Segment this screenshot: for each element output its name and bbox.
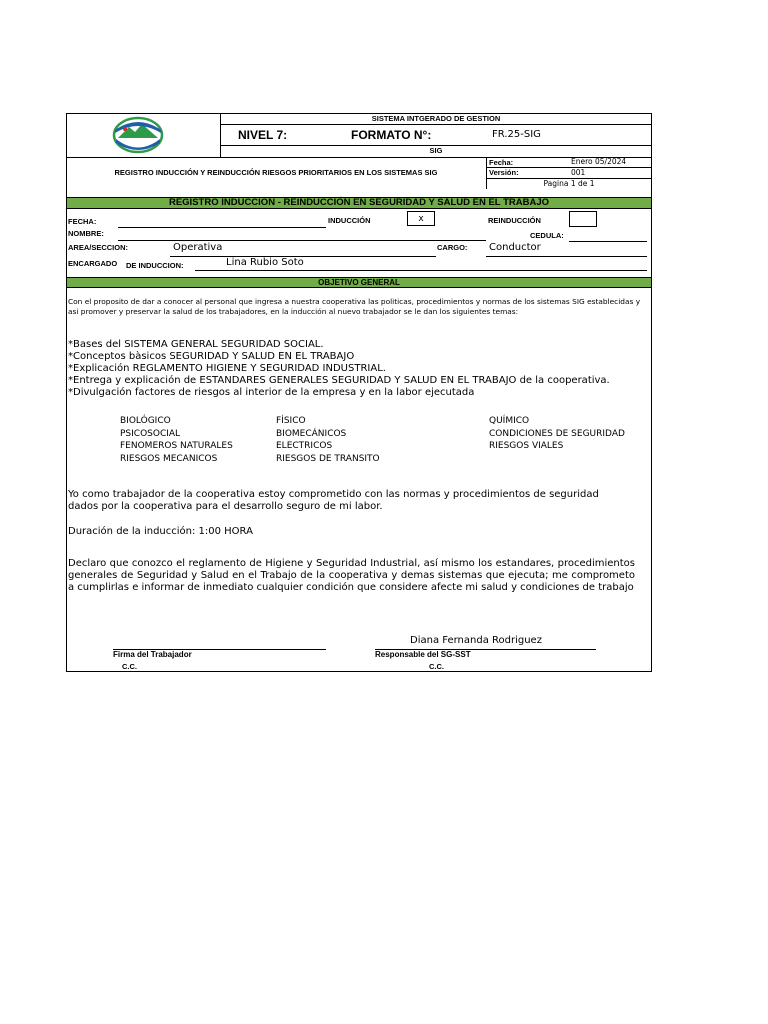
- encargado-value: Lina Rubio Soto: [226, 257, 304, 268]
- commitment-text: Yo como trabajador de la cooperativa estoy comprometido con las normas y procedimientos de seguridad dados por la cooperativa para el desarrollo seguro de mi labor.: [68, 489, 599, 512]
- formato-value: FR.25-SIG: [492, 129, 541, 140]
- firma-trabajador-label: Firma del Trabajador: [113, 650, 192, 659]
- responsable-label: Responsable del SG-SST: [375, 650, 471, 659]
- topic-item: *Conceptos bàsicos SEGURIDAD Y SALUD EN EL TRABAJO: [68, 351, 355, 362]
- risk-item: RIESGOS VIALES: [489, 441, 564, 451]
- objetivo-title: OBJETIVO GENERAL: [318, 278, 400, 287]
- fecha-underline[interactable]: [118, 227, 326, 228]
- doc-title: REGISTRO INDUCCIÓN Y REINDUCCIÓN RIESGOS PRIORITARIOS EN LOS SISTEMAS SIG: [114, 168, 438, 177]
- fecha-meta-label: Fecha:: [489, 158, 514, 167]
- cargo-underline[interactable]: [486, 256, 647, 257]
- risk-item: ELECTRICOS: [276, 441, 333, 451]
- section-title: REGISTRO INDUCCION - REINDUCCIÓN EN SEGURIDAD Y SALUD EN EL TRABAJO: [168, 197, 550, 208]
- cargo-value: Conductor: [489, 242, 541, 253]
- version-meta-label: Versión:: [489, 168, 519, 177]
- cargo-label: CARGO:: [437, 243, 468, 252]
- duration-text: Duración de la inducción: 1:00 HORA: [68, 526, 253, 537]
- risk-item: PSICOSOCIAL: [120, 428, 181, 439]
- encargado-label-2: DE INDUCCION:: [126, 261, 184, 270]
- responsable-name: Diana Fernanda Rodriguez: [410, 635, 542, 646]
- nombre-label: NOMBRE:: [68, 229, 104, 238]
- risk-item: FENOMEROS NATURALES: [120, 441, 233, 451]
- cc-responsable-label: C.C.: [429, 662, 444, 671]
- nivel-label: NIVEL 7:: [238, 128, 288, 142]
- cedula-label: CEDULA:: [530, 231, 564, 240]
- header-line-3: [66, 157, 652, 158]
- risk-column-3: [489, 415, 625, 453]
- risk-item: BIOMECÁNICOS: [276, 428, 347, 439]
- topic-item: *Divulgación factores de riesgos al interior de la empresa y en la labor ejecutada: [68, 387, 475, 398]
- header-line-1: [220, 124, 652, 125]
- formato-label: FORMATO N°:: [351, 128, 432, 142]
- induccion-mark: x: [418, 214, 424, 224]
- reinduccion-checkbox[interactable]: [569, 211, 597, 227]
- risk-column-2: [276, 415, 380, 465]
- fecha-label: FECHA:: [68, 217, 97, 226]
- reinduccion-label: REINDUCCIÓN: [488, 216, 541, 225]
- system-title: SISTEMA INTGERADO DE GESTION: [371, 114, 501, 123]
- risk-item: FÍSICO: [276, 416, 306, 426]
- topic-item: *Bases del SISTEMA GENERAL SEGURIDAD SOCIAL.: [68, 339, 324, 350]
- topic-item: *Explicación REGLAMENTO HIGIENE Y SEGURIDAD INDUSTRIAL.: [68, 363, 386, 374]
- area-label: AREA/SECCION:: [68, 243, 129, 252]
- risk-item: QUÍMICO: [489, 416, 530, 426]
- fecha-meta-value: Enero 05/2024: [571, 157, 627, 166]
- induccion-checkbox[interactable]: [407, 211, 435, 226]
- risk-column-1: [120, 415, 233, 465]
- topic-list: [68, 339, 648, 399]
- area-value: Operativa: [173, 242, 223, 253]
- declaration-text: Declaro que conozco el reglamento de Higiene y Seguridad Industrial, así mismo los estandares, procedimientos generales de Seguridad y Salud en el Trabajo de la cooperativa y demas sistemas que ejecuta; me comprometo a cumplirlas e informar de inmediato cualquier condición que considere afecte mi salud y condiciones de trabajo: [68, 558, 635, 593]
- encargado-underline[interactable]: [195, 270, 647, 271]
- cooperative-logo: [112, 116, 164, 154]
- pagina-meta: Pagina 1 de 1: [543, 179, 595, 188]
- version-meta-value: 001: [571, 168, 586, 177]
- sig-label: SIG: [429, 146, 443, 155]
- risk-item: RIESGOS MECANICOS: [120, 453, 218, 464]
- cedula-underline[interactable]: [569, 241, 647, 242]
- topic-item: *Entrega y explicación de ESTANDARES GENERALES SEGURIDAD Y SALUD EN EL TRABAJO de la cooperativa.: [68, 375, 610, 386]
- risk-item: BIOLÓGICO: [120, 416, 171, 426]
- cc-trabajador-label: C.C.: [122, 662, 137, 671]
- risk-item: CONDICIONES DE SEGURIDAD: [489, 428, 625, 439]
- risk-item: RIESGOS DE TRANSITO: [276, 453, 380, 464]
- nombre-underline[interactable]: [118, 240, 486, 241]
- induccion-label: INDUCCIÓN: [328, 216, 371, 225]
- encargado-label: ENCARGADO: [68, 259, 118, 268]
- objetivo-intro: Con el proposito de dar a conocer al personal que ingresa a nuestra cooperativa las politicas, procedimientos y normas de los sistemas SIG establecidas y asi promover y preservar la salud de los trabajadores, en la inducción al nuevo trabajador se le dan los siguientes temas:: [68, 297, 641, 316]
